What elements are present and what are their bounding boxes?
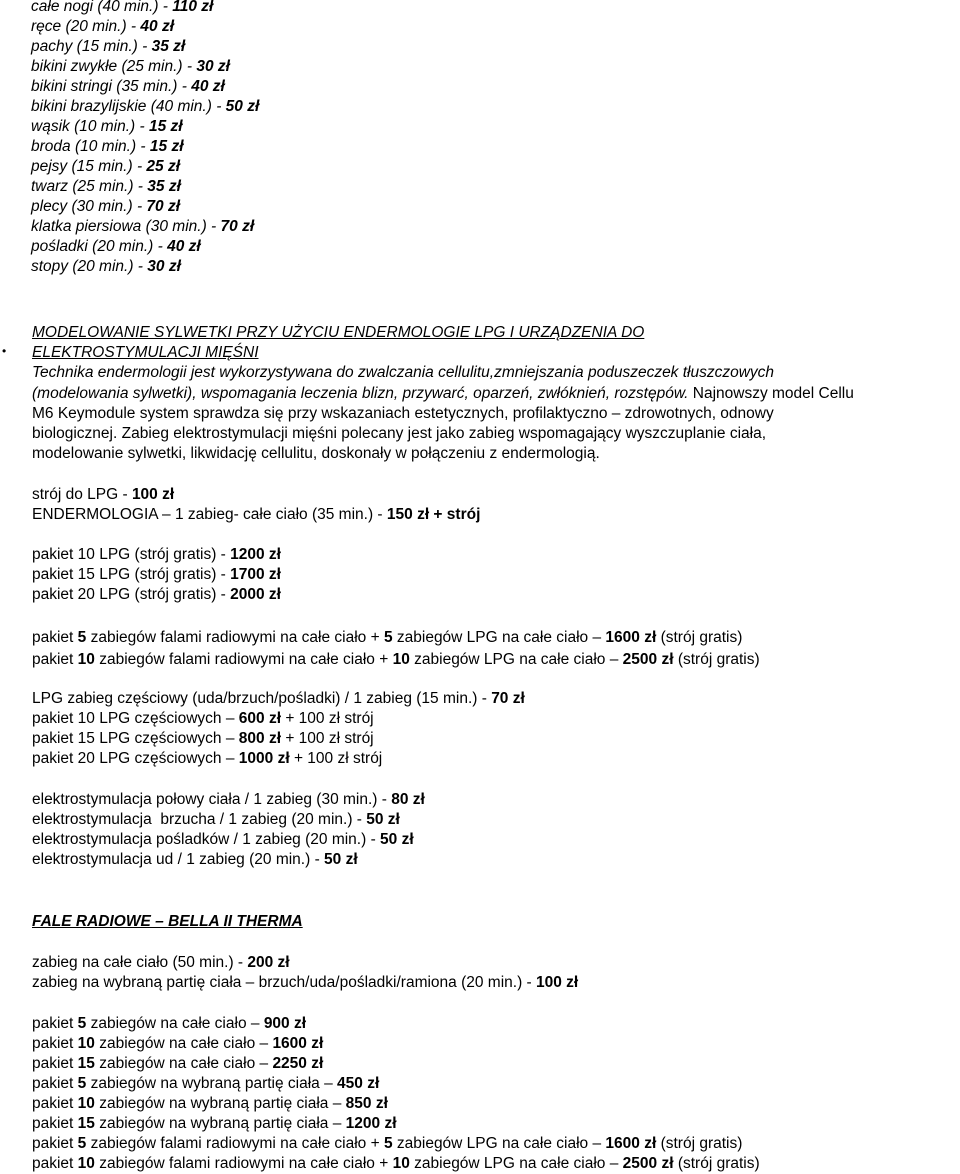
list-item: wąsik (10 min.) - 15 zł <box>31 118 183 135</box>
lpg-description-line: M6 Keymodule system sprawdza się przy wskazaniach estetycznych, profilaktyczno – zdrowotnych, odnowy <box>32 405 774 422</box>
price-line: pakiet 15 LPG częściowych – 800 zł + 100 zł strój <box>32 730 374 747</box>
price-line: pakiet 20 LPG (strój gratis) - 2000 zł <box>32 586 281 603</box>
list-item: klatka piersiowa (30 min.) - 70 zł <box>31 218 255 235</box>
price-line: ENDERMOLOGIA – 1 zabieg- całe ciało (35 min.) - 150 zł + strój <box>32 506 481 523</box>
section-heading-lpg: MODELOWANIE SYLWETKI PRZY UŻYCIU ENDERMOLOGIE LPG I URZĄDZENIA DO <box>32 324 645 341</box>
list-item: broda (10 min.) - 15 zł <box>31 138 184 155</box>
price-line: pakiet 10 zabiegów na całe ciało – 1600 zł <box>32 1035 324 1052</box>
lpg-description-line: Technika endermologii jest wykorzystywana do zwalczania cellulitu,zmniejszania poduszeczek tłuszczowych <box>32 364 775 381</box>
list-item: twarz (25 min.) - 35 zł <box>31 178 181 195</box>
price-line: elektrostymulacja brzucha / 1 zabieg (20 min.) - 50 zł <box>32 811 400 828</box>
price-line: pakiet 5 zabiegów na całe ciało – 900 zł <box>32 1015 307 1032</box>
price-line: pakiet 10 zabiegów na wybraną partię ciała – 850 zł <box>32 1095 388 1112</box>
list-item: bikini brazylijskie (40 min.) - 50 zł <box>31 98 260 115</box>
price-line: strój do LPG - 100 zł <box>32 486 175 503</box>
price-line: zabieg na całe ciało (50 min.) - 200 zł <box>32 954 290 971</box>
list-item: plecy (30 min.) - 70 zł <box>31 198 181 215</box>
price-line: pakiet 10 LPG (strój gratis) - 1200 zł <box>32 546 281 563</box>
lpg-description-line: modelowanie sylwetki, likwidację cellulitu, doskonały w połączeniu z endermologią. <box>32 445 600 462</box>
list-item: pejsy (15 min.) - 25 zł <box>31 158 181 175</box>
list-item: pośladki (20 min.) - 40 zł <box>31 238 201 255</box>
price-line: pakiet 20 LPG częściowych – 1000 zł + 100 zł strój <box>32 750 383 767</box>
price-line: elektrostymulacja ud / 1 zabieg (20 min.) - 50 zł <box>32 851 358 868</box>
price-line: elektrostymulacja pośladków / 1 zabieg (20 min.) - 50 zł <box>32 831 414 848</box>
list-item: całe nogi (40 min.) - 110 zł <box>31 0 214 15</box>
price-line: pakiet 10 LPG częściowych – 600 zł + 100 zł strój <box>32 710 374 727</box>
lpg-description-line: biologicznej. Zabieg elektrostymulacji mięśni polecany jest jako zabieg wspomagający wyszczuplanie ciała, <box>32 425 767 442</box>
price-line: LPG zabieg częściowy (uda/brzuch/pośladki) / 1 zabieg (15 min.) - 70 zł <box>32 690 525 707</box>
price-line: pakiet 15 zabiegów na całe ciało – 2250 zł <box>32 1055 324 1072</box>
bullet-marker: • <box>2 344 7 358</box>
price-line: pakiet 10 zabiegów falami radiowymi na całe ciało + 10 zabiegów LPG na całe ciało – 2500 zł (strój gratis) <box>32 651 760 668</box>
list-item: ręce (20 min.) - 40 zł <box>31 18 174 35</box>
price-line: pakiet 5 zabiegów falami radiowymi na całe ciało + 5 zabiegów LPG na całe ciało – 1600 zł (strój gratis) <box>32 629 743 646</box>
price-line: pakiet 15 LPG (strój gratis) - 1700 zł <box>32 566 281 583</box>
list-item: bikini zwykłe (25 min.) - 30 zł <box>31 58 230 75</box>
price-line: elektrostymulacja połowy ciała / 1 zabieg (30 min.) - 80 zł <box>32 791 425 808</box>
list-item: bikini stringi (35 min.) - 40 zł <box>31 78 225 95</box>
section-heading-lpg-line2: ELEKTROSTYMULACJI MIĘŚNI <box>32 344 259 361</box>
list-item: pachy (15 min.) - 35 zł <box>31 38 186 55</box>
section-heading-rf: FALE RADIOWE – BELLA II THERMA <box>32 913 303 930</box>
list-item: stopy (20 min.) - 30 zł <box>31 258 181 275</box>
price-line: pakiet 5 zabiegów na wybraną partię ciała – 450 zł <box>32 1075 380 1092</box>
price-line: pakiet 10 zabiegów falami radiowymi na całe ciało + 10 zabiegów LPG na całe ciało – 2500 zł (strój gratis) <box>32 1155 760 1172</box>
lpg-description-line: (modelowania sylwetki), wspomagania leczenia blizn, przywarć, oparzeń, zwłóknień, rozstępów. Najnowszy model Cellu <box>32 385 854 402</box>
price-line: pakiet 15 zabiegów na wybraną partię ciała – 1200 zł <box>32 1115 397 1132</box>
price-line: zabieg na wybraną partię ciała – brzuch/uda/pośladki/ramiona (20 min.) - 100 zł <box>32 974 579 991</box>
price-line: pakiet 5 zabiegów falami radiowymi na całe ciało + 5 zabiegów LPG na całe ciało – 1600 zł (strój gratis) <box>32 1135 743 1152</box>
